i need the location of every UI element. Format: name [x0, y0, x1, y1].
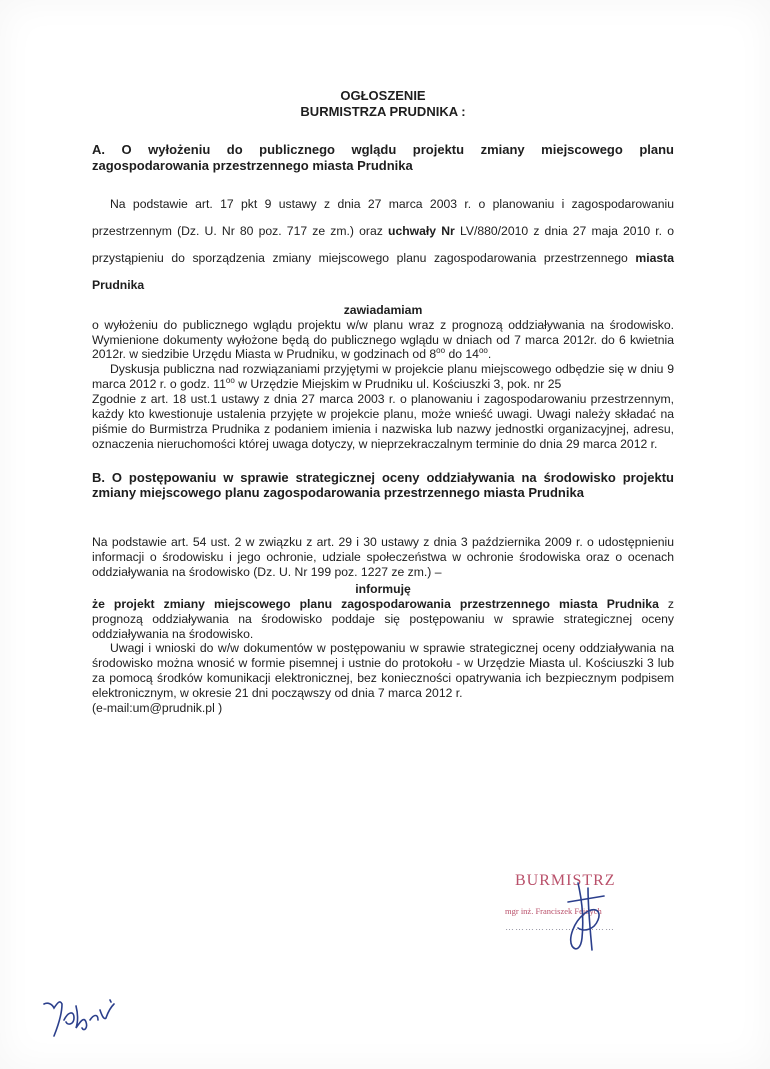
initials-signature-icon [40, 992, 120, 1042]
section-a-paragraph-2 [92, 362, 674, 392]
stamp-name: mgr inż. Franciszek Fejdych [505, 906, 602, 916]
paragraph-b2-bold: że projekt zmiany miejscowego planu zagospodarowania przestrzennego miasta Prudnika [92, 596, 659, 611]
document-title-line1: OGŁOSZENIE [340, 88, 426, 103]
section-a-heading: A. O wyłożeniu do publicznego wglądu projektu zmiany miejscowego planu zagospodarowania przestrzennego miasta Prudnika [92, 141, 674, 173]
paragraph-b2-rest: z prognozą oddziaływania na środowisko poddaje się postępowaniu w sprawie strategicznej oceny oddziaływania na środowisko. [92, 596, 674, 641]
paragraph-2-sup: oo [225, 376, 235, 386]
paragraph-1-sup2: oo [478, 346, 488, 356]
section-a-paragraph-3: Zgodnie z art. 18 ust.1 ustawy z dnia 27 marca 2003 r. o planowaniu i zagospodarowaniu przestrzennym, każdy kto kwestionuje ustalenia przyjęte w projekcie planu, może wnieść uwagi. Uwagi należy składać na piśmie do Burmistrza Prudnika z podaniem imienia i nazwiska lub nazwy jednostki organizacyjnej, adresu, oznaczenia nieruchomości której uwaga dotyczy, w nieprzekraczalnym terminie do dnia 29 marca 2012 r. [92, 392, 674, 451]
section-b-paragraph-2 [92, 597, 674, 642]
section-b-announce-word: informuję [355, 581, 411, 596]
paragraph-1-text: o wyłożeniu do publicznego wglądu projektu w/w planu wraz z prognozą oddziaływania na środowisko. Wymienione dokumenty wyłożone będą do publicznego wglądu w dniach od 7 marca 2012r. do 6 kwietnia 2012r. w siedzibie Urzędu Miasta w Prudniku, w godzinach od 8 [92, 317, 674, 362]
document-title-line2: BURMISTRZA PRUDNIKA : [300, 103, 466, 119]
legal-basis-part2: LV/880/2010 z dnia 27 maja 2010 r. o przystąpieniu do sporządzenia zmiany miejscowego planu zagospodarowania przestrzennego [92, 224, 674, 266]
paragraph-1-sup1: oo [436, 346, 446, 356]
section-b-paragraph-1: Na podstawie art. 54 ust. 2 w związku z art. 29 i 30 ustawy z dnia 3 października 2009 r. o udostępnieniu informacji o środowisku i jego ochronie, udziale społeczeństwa w ochronie środowiska oraz o ocenach oddziaływania na środowisko (Dz. U. Nr 199 poz. 1227 ze zm.) – [92, 535, 674, 580]
legal-basis-bold2: miasta Prudnika [92, 251, 674, 292]
legal-basis-bold1: uchwały Nr [388, 224, 455, 239]
stamp-title: BURMISTRZ [515, 872, 616, 889]
section-a-legal-basis [92, 191, 674, 298]
section-a-paragraph-1 [92, 318, 674, 363]
paragraph-2-text: Dyskusja publiczna nad rozwiązaniami przyjętymi w projekcie planu miejscowego odbędzie się w dniu 9 marca 2012 r. o godz. 11 [92, 362, 674, 392]
paragraph-2-end: w Urzędzie Miejskim w Prudniku ul. Kościuszki 3, pok. nr 25 [234, 377, 562, 392]
section-b-paragraph-3: Uwagi i wnioski do w/w dokumentów w postępowaniu w sprawie strategicznej oceny oddziaływania na środowisko można wnosić w formie pisemnej i ustnie do protokołu - w Urzędzie Miasta ul. Kościuszki 3 lub za pomocą środków komunikacji elektronicznej, bez konieczności opatrywania ich bezpiecznym podpisem elektronicznym, w okresie 21 dni począwszy od dnia 7 marca 2012 r. [92, 641, 674, 701]
section-a-announce-word: zawiadamiam [343, 302, 423, 317]
paragraph-1-mid: do 14 [445, 347, 479, 362]
contact-email-line: (e-mail:um@prudnik.pl ) [92, 700, 223, 715]
paragraph-1-end: . [487, 347, 492, 362]
mayor-signature-icon [548, 878, 618, 958]
announcement-body [92, 88, 674, 716]
stamp-signature-line: …………………………… [505, 922, 615, 932]
section-b-heading: B. O postępowaniu w sprawie strategicznej oceny oddziaływania na środowisko projektu zmiany miejscowego planu zagospodarowania przestrzennego miasta Prudnika [92, 469, 674, 501]
legal-basis-part1: Na podstawie art. 17 pkt 9 ustawy z dnia 27 marca 2003 r. o planowaniu i zagospodarowaniu przestrzennym (Dz. U. Nr 80 poz. 717 ze zm.) oraz [92, 197, 674, 239]
